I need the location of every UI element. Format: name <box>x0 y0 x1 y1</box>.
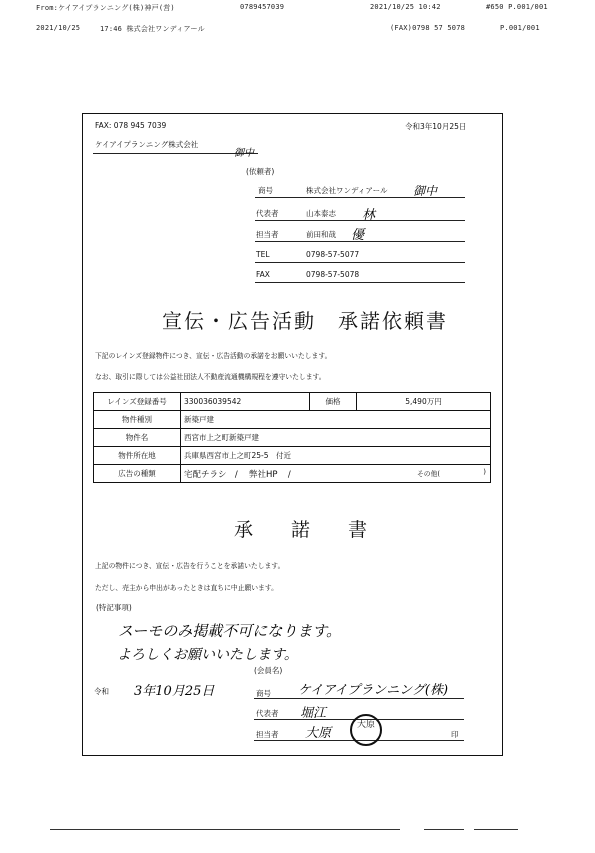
requester-fax: 0798-57-5078 <box>306 270 360 279</box>
requester-rep-seal: 林 <box>362 208 376 223</box>
requester-rep-label: 代表者 <box>256 209 279 218</box>
fax-sender-time: 2021/10/25 10:42 <box>370 3 441 11</box>
sign-rep: 堀江 <box>300 706 327 721</box>
addressee-suffix: 御中 <box>234 148 254 159</box>
fax-sender-number: 0789457039 <box>240 3 285 11</box>
note-line-1: スーモのみ掲載不可になります。 <box>118 622 342 640</box>
sign-date: 3年10月25日 <box>134 684 215 699</box>
fax-sender-page: #650 P.001/001 <box>486 3 548 11</box>
form-fax-number: FAX: 078 945 7039 <box>95 121 167 130</box>
personal-stamp <box>350 714 382 746</box>
price-value: 5,490万円 <box>357 393 491 411</box>
approval-line-1: 上記の物件につき、宣伝・広告を行うことを承諾いたします。 <box>95 562 285 570</box>
sign-seal-mark: 印 <box>451 730 459 739</box>
type-value: 新築戸建 <box>181 411 491 429</box>
fax-receive-page: P.001/001 <box>500 24 540 32</box>
media-other-close: ) <box>483 468 486 476</box>
sign-company-label: 商号 <box>256 689 271 698</box>
sign-owner-label: (会員名) <box>254 666 283 675</box>
requester-staff: 前田和哉 <box>306 230 336 239</box>
price-label: 価格 <box>310 393 357 411</box>
document-title: 宣伝・広告活動 承諾依頼書 <box>162 309 448 333</box>
sign-reiwa: 令和 <box>94 687 109 696</box>
media-sep: / <box>287 469 291 480</box>
note-label: (特記事項) <box>96 603 132 612</box>
media-label: 広告の種類 <box>94 465 181 483</box>
requester-staff-label: 担当者 <box>256 230 279 239</box>
intro-line-2: なお、取引に際しては公益社団法人不動産流通機構規程を遵守いたします。 <box>95 373 326 381</box>
fax-receive-sender: 17:46 株式会社ワンディアール <box>100 25 205 33</box>
requester-tel: 0798-57-5077 <box>306 250 360 259</box>
sign-company: ケイアイプランニング(株) <box>298 683 449 698</box>
address-label: 物件所在地 <box>94 447 181 465</box>
requester-company: 株式会社ワンディアール <box>306 186 388 195</box>
name-value: 西宮市上之町新築戸建 <box>181 429 491 447</box>
sign-staff: 大原 <box>305 726 332 741</box>
intro-line-1: 下記のレインズ登録物件につき、宣伝・広告活動の承諾をお願いいたします。 <box>95 352 332 360</box>
fax-receive-number: (FAX)0798 57 5078 <box>390 24 466 32</box>
media-flyer: 宅配チラシ <box>184 469 227 480</box>
approval-line-2: ただし、売主から申出があったときは直ちに中止願います。 <box>95 584 278 592</box>
sign-rep-label: 代表者 <box>256 709 279 718</box>
media-other: その他( <box>417 470 441 478</box>
form-date: 令和3年10月25日 <box>405 122 467 131</box>
name-label: 物件名 <box>94 429 181 447</box>
requester-fax-label: FAX <box>256 270 270 279</box>
requester-company-label: 商号 <box>258 186 273 195</box>
reins-number: 330036039542 <box>181 393 310 411</box>
requester-tel-label: TEL <box>256 250 270 259</box>
fax-receive-date: 2021/10/25 <box>36 24 81 32</box>
address-value: 兵庫県西宮市上之町25-5 付近 <box>181 447 491 465</box>
requester-staff-seal: 優 <box>351 228 365 243</box>
addressee: ケイアイプランニング株式会社 <box>95 140 199 149</box>
note-line-2: よろしくお願いいたします。 <box>117 647 298 663</box>
approval-title: 承 諾 書 <box>234 519 368 541</box>
requester-rep: 山本泰志 <box>306 209 336 218</box>
requester-label: (依頼者) <box>246 167 275 176</box>
fax-sender: From:ケイアイプランニング(株)神戸(営) <box>36 4 175 12</box>
property-table <box>93 392 491 483</box>
reins-label: レインズ登録番号 <box>94 393 181 411</box>
requester-company-suffix: 御中 <box>413 184 438 198</box>
media-hp: / 弊社HP <box>234 469 278 480</box>
type-label: 物件種別 <box>94 411 181 429</box>
personal-stamp-text: 大原 <box>356 720 375 730</box>
sign-staff-label: 担当者 <box>256 730 279 739</box>
